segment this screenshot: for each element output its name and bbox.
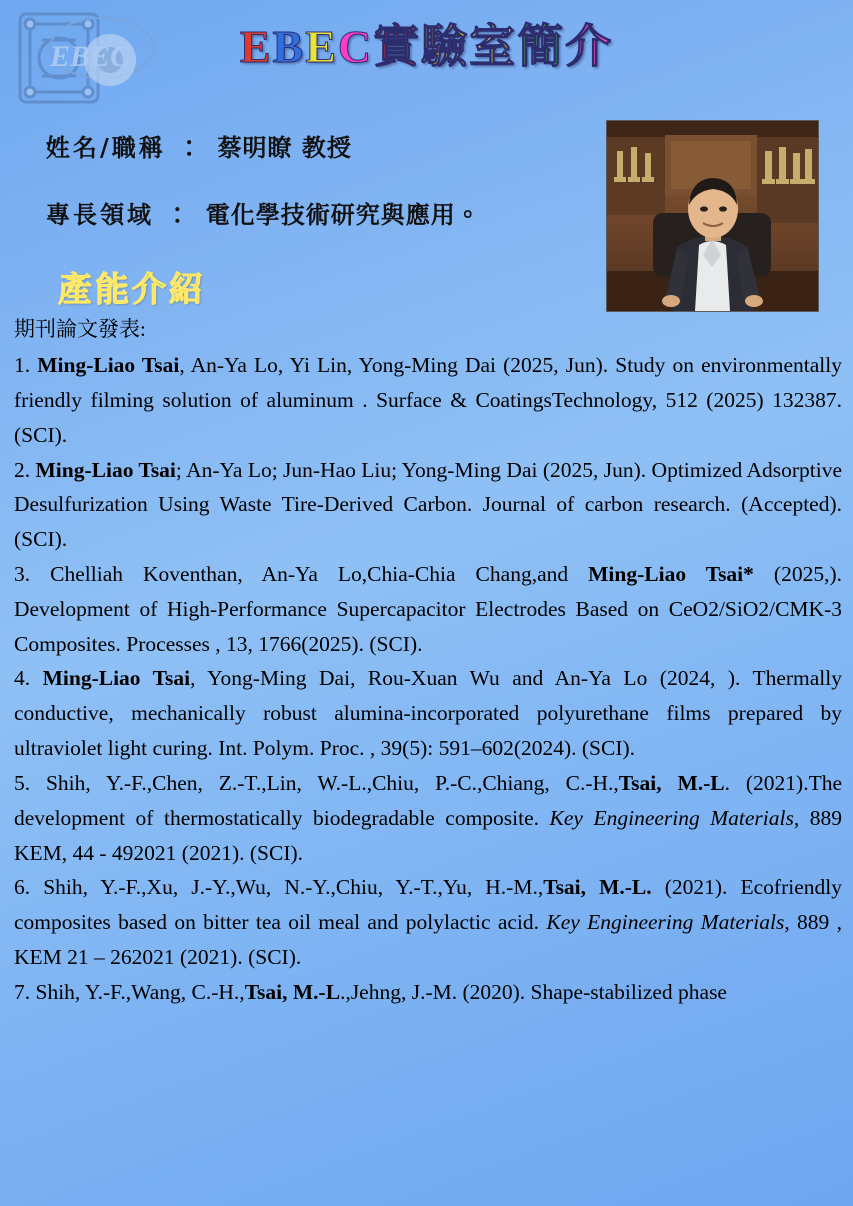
profile-label-name: 姓名/職稱 ：: [46, 133, 205, 162]
publication-entry: 1. Ming-Liao Tsai, An-Ya Lo, Yi Lin, Yong-Ming Dai (2025, Jun). Study on environmentally friendly filming solution of aluminum . Surface & CoatingsTechnology, 512 (2025) 132387. (SCI).: [14, 353, 842, 447]
title-char-2: E: [305, 21, 338, 72]
publications-section: [14, 312, 842, 1010]
profile-value-field: 電化學技術研究與應用。: [205, 200, 481, 229]
section-title-char-3: 紹: [169, 272, 206, 309]
profile-row-name: [46, 128, 606, 163]
profile-value-name: 蔡明瞭 教授: [217, 133, 352, 162]
professor-photo: [606, 120, 819, 312]
lab-logo: [6, 4, 176, 112]
publication-entry: 7. Shih, Y.-F.,Wang, C.-H.,Tsai, M.-L.,Jehng, J.-M. (2020). Shape-stabilized phase: [14, 979, 727, 1004]
profile-label-field: 專長領域 ：: [46, 200, 193, 229]
logo-text: EBEC: [50, 40, 131, 73]
publications-lead: 期刊論文發表:: [14, 317, 146, 341]
title-char-6: 室: [469, 21, 518, 72]
title-char-7: 簡: [517, 21, 566, 72]
publication-entry: 5. Shih, Y.-F.,Chen, Z.-T.,Lin, W.-L.,Chiu, P.-C.,Chiang, C.-H.,Tsai, M.-L. (2021).The development of thermostatically biodegradable composite. Key Engineering Materials, 889 KEM, 44 - 492021 (2021). (SCI).: [14, 770, 842, 865]
profile-info: [46, 128, 606, 262]
title-char-8: 介: [565, 21, 614, 72]
section-title: [58, 262, 206, 311]
publication-entry: 3. Chelliah Koventhan, An-Ya Lo,Chia-Chia Chang,and Ming-Liao Tsai* (2025,). Development of High-Performance Supercapacitor Electrodes Based on CeO2/SiO2/CMK-3 Composites. Processes , 13, 1766(2025). (SCI).: [14, 561, 842, 656]
title-char-3: C: [337, 21, 374, 72]
page-title: [240, 22, 613, 73]
publication-entry: 4. Ming-Liao Tsai, Yong-Ming Dai, Rou-Xuan Wu and An-Ya Lo (2024, ). Thermally conductive, mechanically robust alumina-incorporated polyurethane films prepared by ultraviolet light curing. Int. Polym. Proc. , 39(5): 591–602(2024). (SCI).: [14, 666, 842, 761]
section-title-char-1: 能: [95, 272, 132, 309]
publication-entry: 6. Shih, Y.-F.,Xu, J.-Y.,Wu, N.-Y.,Chiu, Y.-T.,Yu, H.-M.,Tsai, M.-L. (2021). Ecofriendly composites based on bitter tea oil meal and polylactic acid. Key Engineering Materials, 889 , KEM 21 – 262021 (2021). (SCI).: [14, 875, 842, 970]
section-title-char-0: 產: [58, 272, 95, 309]
publication-entry: 2. Ming-Liao Tsai; An-Ya Lo; Jun-Hao Liu; Yong-Ming Dai (2025, Jun). Optimized Adsorptive Desulfurization Using Waste Tire-Derived Carbon. Journal of carbon research. (Accepted). (SCI).: [14, 457, 843, 552]
profile-row-field: [46, 195, 606, 230]
title-char-1: B: [272, 21, 306, 72]
publications-list: [14, 348, 842, 1010]
title-char-5: 驗: [421, 21, 470, 72]
title-char-4: 實: [373, 21, 422, 72]
title-char-0: E: [239, 21, 273, 72]
section-title-char-2: 介: [132, 272, 169, 309]
